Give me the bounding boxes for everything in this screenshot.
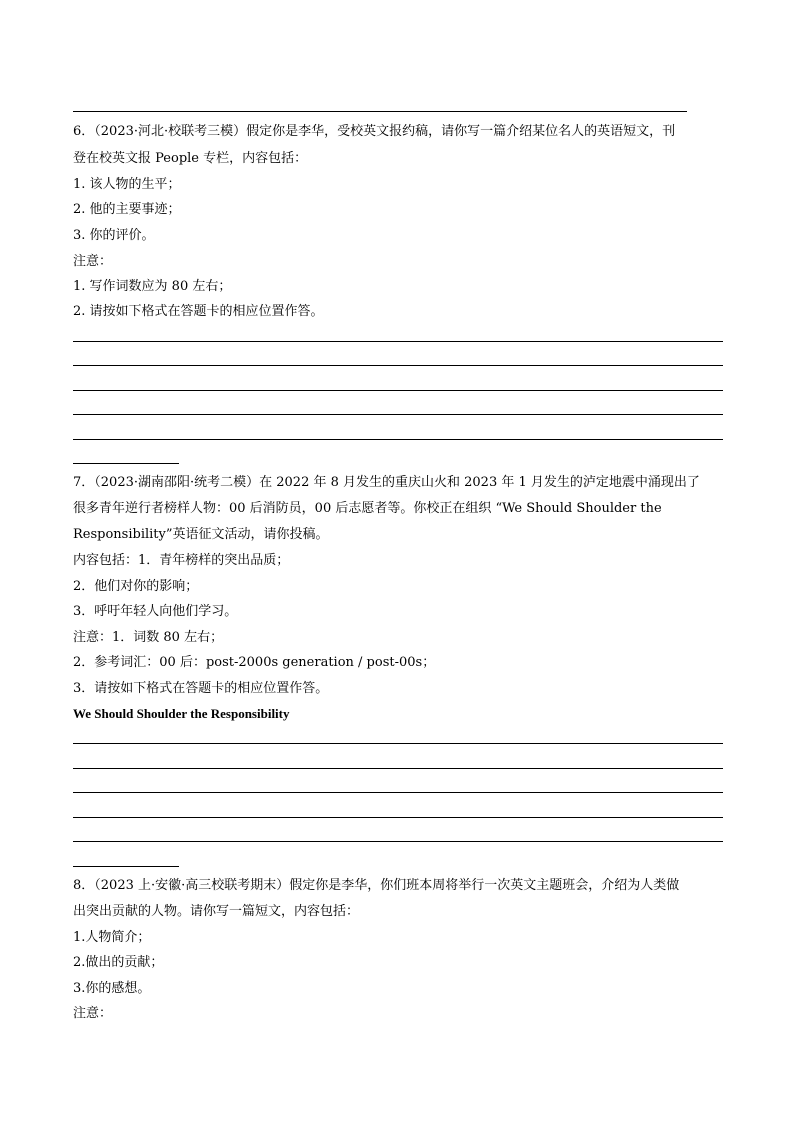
q7-answer-line [73, 743, 723, 744]
q7-answer-line [73, 792, 723, 793]
q7-answer-line [73, 768, 723, 769]
q7-short-answer-line [73, 866, 179, 867]
q8-item-1: 1.人物简介； [73, 930, 151, 945]
q7-item-1: 内容包括：1．青年榜样的突出品质； [73, 553, 290, 568]
q6-answer-line [73, 365, 723, 366]
q6-short-answer-line [73, 463, 179, 464]
q7-prompt-line3: Responsibility”英语征文活动，请你投稿。 [73, 527, 329, 542]
q8-prompt-line2: 出突出贡献的人物。请你写一篇短文，内容包括： [73, 904, 360, 919]
q7-item-3: 3．呼吁年轻人向他们学习。 [73, 604, 238, 619]
q7-item-2: 2．他们对你的影响； [73, 579, 199, 594]
q8-item-2: 2.做出的贡献； [73, 955, 164, 970]
q6-note-label: 注意： [73, 254, 113, 269]
q7-prompt-line1: 7．（2023·湖南邵阳·统考二模）在 2022 年 8 月发生的重庆山火和 2023 年 1 月发生的泸定地震中涌现出了 [73, 475, 700, 490]
top-answer-line [73, 111, 687, 112]
q7-essay-title: We Should Shoulder the Responsibility [73, 706, 290, 721]
q8-note-label: 注意： [73, 1006, 113, 1021]
q6-note-2: 2. 请按如下格式在答题卡的相应位置作答。 [73, 304, 324, 319]
q6-item-3: 3. 你的评价。 [73, 228, 155, 243]
q6-answer-line [73, 439, 723, 440]
q6-prompt-line1: 6．（2023·河北·校联考三模）假定你是李华，受校英文报约稿，请你写一篇介绍某位名人的英语短文，刊 [73, 124, 676, 139]
q7-note-1: 注意：1．词数 80 左右； [73, 630, 224, 645]
q8-prompt-line1: 8．（2023 上·安徽·高三校联考期末）假定你是李华，你们班本周将举行一次英文主题班会，介绍为人类做 [73, 878, 680, 893]
q6-note-1: 1. 写作词数应为 80 左右； [73, 279, 232, 294]
q6-prompt-line2: 登在校英文报 People 专栏，内容包括： [73, 151, 308, 166]
q8-item-3: 3.你的感想。 [73, 981, 151, 996]
q7-note-2: 2．参考词汇：00 后：post-2000s generation / post-00s； [73, 655, 436, 670]
q7-answer-line [73, 841, 723, 842]
q6-answer-line [73, 390, 723, 391]
q7-answer-line [73, 817, 723, 818]
q6-answer-line [73, 341, 723, 342]
q7-note-3: 3．请按如下格式在答题卡的相应位置作答。 [73, 681, 329, 696]
q6-answer-line [73, 414, 723, 415]
q6-item-2: 2. 他的主要事迹； [73, 202, 181, 217]
q7-prompt-line2: 很多青年逆行者榜样人物：00 后消防员，00 后志愿者等。你校正在组织 “We Should Shoulder the [73, 501, 662, 516]
q6-item-1: 1. 该人物的生平； [73, 177, 181, 192]
